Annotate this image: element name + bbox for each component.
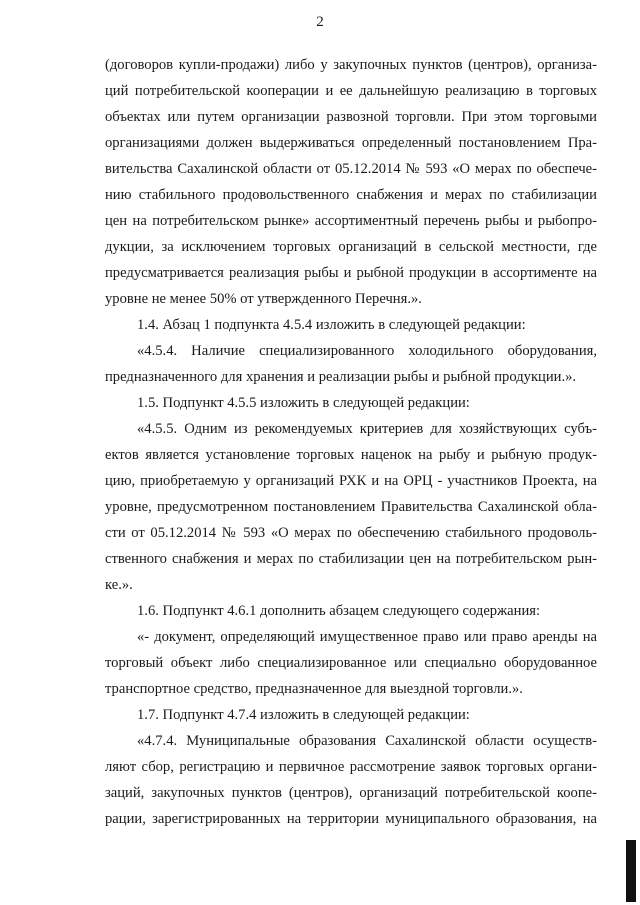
text-line: ций потребительской кооперации и ее дальнейшую реализацию в торговых — [105, 83, 597, 99]
text-line: «4.7.4. Муниципальные образования Сахалинской области осуществ- — [137, 733, 597, 749]
text-line: предусматривается реализация рыбы и рыбной продукции в ассортименте на — [105, 265, 597, 281]
text-line: цию, приобретаемую у организаций РХК и на ОРЦ - участников Проекта, на — [105, 473, 597, 489]
text-line: «- документ, определяющий имущественное право или право аренды на — [137, 629, 597, 645]
text-line: объектах или путем организации развозной торговли. При этом торговыми — [105, 109, 597, 125]
text-line: «4.5.4. Наличие специализированного холодильного оборудования, — [137, 343, 597, 359]
text-line: ственного снабжения и мерах по стабилизации цен на потребительском рын- — [105, 551, 597, 567]
text-line: нию стабильного продовольственного снабжения и мерах по стабилизации — [105, 187, 597, 203]
text-line: ляют сбор, регистрацию и первичное рассмотрение заявок торговых органи- — [105, 759, 597, 775]
text-line: ке.». — [105, 577, 133, 593]
text-line: рации, зарегистрированных на территории муниципального образования, на — [105, 811, 597, 827]
text-line: ектов является установление торговых наценок на рыбу и рыбную продук- — [105, 447, 597, 463]
text-line: 1.6. Подпункт 4.6.1 дополнить абзацем следующего содержания: — [137, 603, 541, 619]
text-line: уровне, предусмотренном постановлением Правительства Сахалинской обла- — [105, 499, 597, 515]
text-line: уровне не менее 50% от утвержденного Перечня.». — [105, 291, 422, 307]
text-line: сти от 05.12.2014 № 593 «О мерах по обеспечению стабильного продоволь- — [105, 525, 597, 541]
text-line: вительства Сахалинской области от 05.12.2014 № 593 «О мерах по обеспече- — [105, 161, 597, 177]
text-line: заций, закупочных пунктов (центров), организаций потребительской коопе- — [105, 785, 597, 801]
text-line: (договоров купли-продажи) либо у закупочных пунктов (центров), организа- — [105, 57, 597, 73]
text-line: «4.5.5. Одним из рекомендуемых критериев для хозяйствующих субъ- — [137, 421, 597, 437]
text-line: 1.5. Подпункт 4.5.5 изложить в следующей редакции: — [137, 395, 470, 411]
text-line: транспортное средство, предназначенное для выездной торговли.». — [105, 681, 523, 697]
text-line: дукции, за исключением торговых организаций в сельской местности, где — [105, 239, 597, 255]
document-body — [105, 52, 597, 832]
page-number: 2 — [316, 14, 324, 30]
text-line: организациями должен выдерживаться определенный постановлением Пра- — [105, 135, 597, 151]
scan-edge-mark — [626, 840, 636, 902]
text-line: торговый объект либо специализированное или специально оборудованное — [105, 655, 597, 671]
text-line: предназначенного для хранения и реализации рыбы и рыбной продукции.». — [105, 369, 577, 385]
text-line: 1.7. Подпункт 4.7.4 изложить в следующей редакции: — [137, 707, 470, 723]
text-line: 1.4. Абзац 1 подпункта 4.5.4 изложить в следующей редакции: — [137, 317, 526, 333]
text-line: цен на потребительском рынке» ассортиментный перечень рыбы и рыбопро- — [105, 213, 597, 229]
